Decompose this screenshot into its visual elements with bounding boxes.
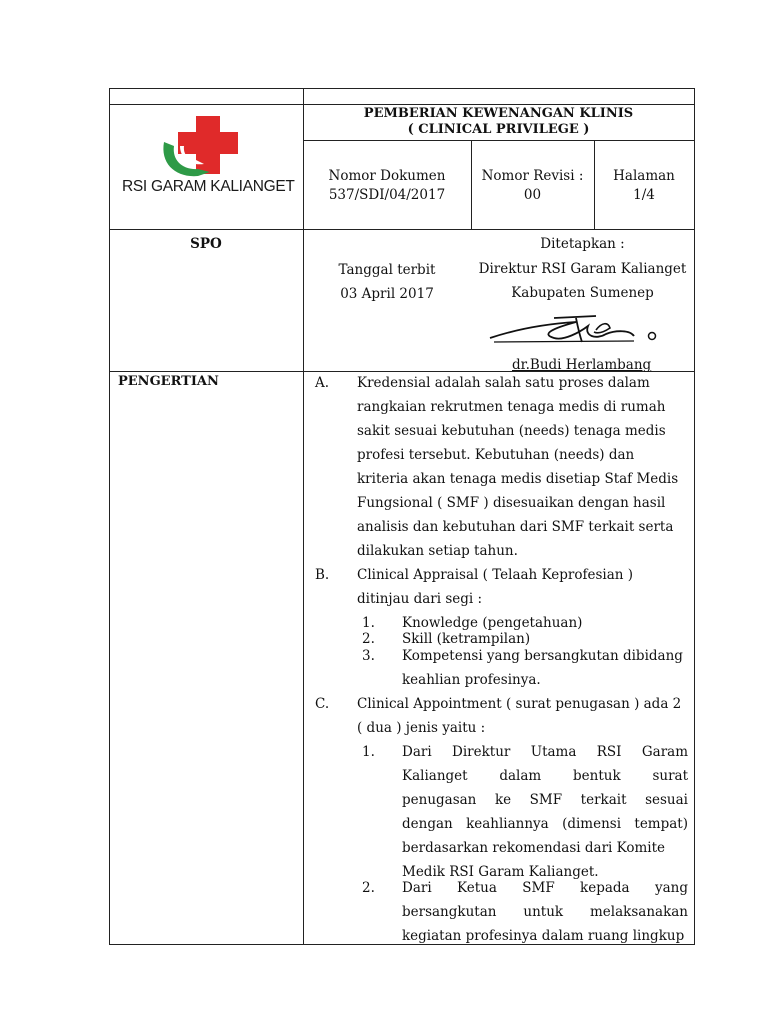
item-c-line: ( dua ) jenis yaitu :: [357, 720, 486, 736]
item-c2-line: Dari Ketua SMF kepada yang: [402, 880, 688, 896]
page-column-divider: [594, 140, 595, 230]
table-left-border: [109, 88, 110, 945]
revision-value: 00: [523, 187, 542, 203]
item-c1-line: berdasarkan rekomendasi dari Komite: [402, 840, 666, 856]
header-row-top: [109, 104, 694, 105]
item-c2-line: kegiatan profesinya dalam ruang lingkup: [402, 928, 685, 944]
page-label: Halaman: [613, 168, 675, 184]
item-b3-marker: 3.: [362, 648, 375, 664]
revision-column-divider: [471, 140, 472, 230]
doc-number-label: Nomor Dokumen: [328, 168, 446, 184]
established-label: Ditetapkan :: [540, 236, 625, 252]
info-row-divider: [109, 229, 694, 230]
item-a-line: rangkaian rekrutmen tenaga medis di rumah: [357, 399, 666, 415]
director-title: Direktur RSI Garam Kalianget: [478, 261, 687, 277]
item-c-marker: C.: [315, 696, 330, 712]
item-b-line: ditinjau dari segi :: [357, 591, 483, 607]
table-bottom-border: [109, 944, 694, 945]
item-c-line: Clinical Appointment ( surat penugasan ) ada 2: [357, 696, 682, 712]
page-value: 1/4: [633, 187, 655, 203]
document-subtitle: ( CLINICAL PRIVILEGE ): [407, 122, 590, 137]
item-a-line: sakit sesuai kebutuhan (needs) tenaga medis: [357, 423, 666, 439]
item-b-marker: B.: [315, 567, 330, 583]
item-b-line: Clinical Appraisal ( Telaah Keprofesian ): [357, 567, 634, 583]
item-c1-line: Dari Direktur Utama RSI Garam: [402, 744, 688, 760]
item-c1-line: Medik RSI Garam Kalianget.: [402, 864, 599, 880]
revision-label: Nomor Revisi :: [481, 168, 584, 184]
item-c1-line: Kalianget dalam bentuk surat: [402, 768, 688, 784]
item-c1-marker: 1.: [362, 744, 375, 760]
item-b1-marker: 1.: [362, 615, 375, 631]
director-name: dr.Budi Herlambang: [512, 357, 652, 373]
item-c2-line: bersangkutan untuk melaksanakan: [402, 904, 688, 920]
title-row-divider: [303, 140, 694, 141]
issued-date: 03 April 2017: [340, 286, 434, 302]
item-b1-line: Knowledge (pengetahuan): [402, 615, 583, 631]
section-label: PENGERTIAN: [118, 374, 219, 389]
item-c1-line: penugasan ke SMF terkait sesuai: [402, 792, 688, 808]
item-b3-line: keahlian profesinya.: [402, 672, 541, 688]
item-a-line: Fungsional ( SMF ) disesuaikan dengan hasil: [357, 495, 666, 511]
item-b3-line: Kompetensi yang bersangkutan dibidang: [402, 648, 683, 664]
item-a-line: profesi tersebut. Kebutuhan (needs) dan: [357, 447, 635, 463]
regency: Kabupaten Sumenep: [511, 285, 654, 301]
item-a-line: dilakukan setiap tahun.: [357, 543, 518, 559]
item-a-line: analisis dan kebutuhan dari SMF terkait serta: [357, 519, 674, 535]
item-a-marker: A.: [315, 375, 330, 391]
item-c2-marker: 2.: [362, 880, 375, 896]
item-b2-marker: 2.: [362, 631, 375, 647]
hospital-name: RSI GARAM KALIANGET: [122, 178, 295, 195]
doc-number-value: 537/SDI/04/2017: [328, 187, 446, 203]
document-title: PEMBERIAN KEWENANGAN KLINIS: [363, 106, 634, 121]
item-b2-line: Skill (ketrampilan): [402, 631, 531, 647]
table-top-border: [109, 88, 694, 89]
item-c1-line: dengan keahliannya (dimensi tempat): [402, 816, 688, 832]
issued-label: Tanggal terbit: [338, 262, 436, 278]
table-right-border: [694, 88, 695, 945]
spo-label: SPO: [190, 236, 222, 252]
director-signature: [484, 308, 674, 358]
item-a-line: kriteria akan tenaga medis disetiap Staf Medis: [357, 471, 679, 487]
column-divider: [303, 88, 304, 945]
item-a-line: Kredensial adalah salah satu proses dalam: [357, 375, 650, 391]
